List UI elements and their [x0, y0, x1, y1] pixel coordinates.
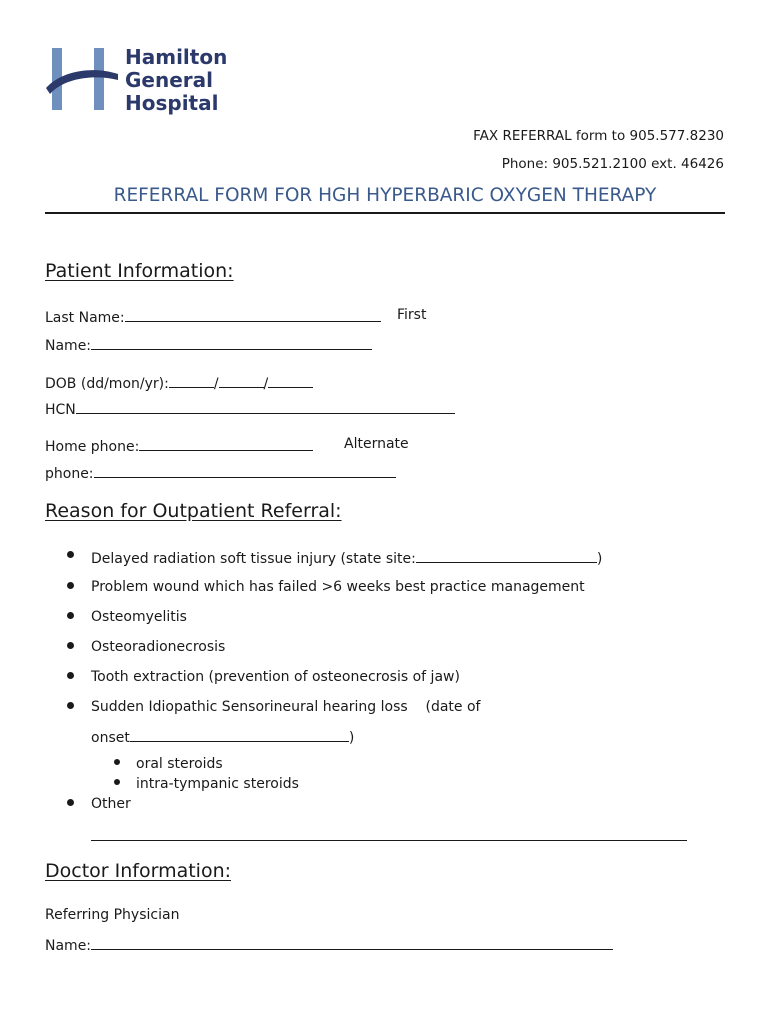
- bullet-icon: [67, 612, 74, 619]
- onset-label: onset: [91, 730, 130, 746]
- home-phone-field[interactable]: [139, 436, 313, 451]
- home-phone-row: [45, 436, 313, 455]
- logo-line-general: General: [125, 68, 213, 92]
- reason-item-wound[interactable]: Problem wound which has failed >6 weeks best practice management: [91, 579, 585, 595]
- dob-separator: /: [263, 376, 269, 392]
- bullet-icon: [67, 702, 74, 709]
- onset-row: [91, 727, 354, 746]
- dob-year-field[interactable]: [268, 373, 313, 388]
- doctor-info-heading: Doctor Information:: [45, 860, 232, 882]
- patient-info-heading: Patient Information:: [45, 260, 234, 282]
- dob-separator: /: [213, 376, 219, 392]
- last-name-field[interactable]: [125, 307, 381, 322]
- logo-line-hamilton: Hamilton: [125, 45, 228, 69]
- hcn-field[interactable]: [76, 399, 455, 414]
- dob-month-field[interactable]: [219, 373, 264, 388]
- phone-line: Phone: 905.521.2100 ext. 46426: [501, 156, 724, 172]
- state-site-field[interactable]: [416, 548, 597, 563]
- other-field[interactable]: [91, 840, 687, 841]
- bullet-icon: [114, 779, 120, 785]
- alt-phone-field[interactable]: [94, 463, 396, 478]
- phone-label: phone:: [45, 466, 94, 482]
- reason-heading: Reason for Outpatient Referral:: [45, 500, 342, 522]
- close-paren: ): [596, 551, 603, 567]
- dob-label: DOB (dd/mon/yr):: [45, 376, 169, 392]
- first-name-field[interactable]: [91, 335, 372, 350]
- dob-day-field[interactable]: [169, 373, 214, 388]
- reason-item-osteoradionecrosis[interactable]: Osteoradionecrosis: [91, 639, 226, 655]
- form-title: REFERRAL FORM FOR HGH HYPERBARIC OXYGEN THERAPY: [45, 185, 725, 214]
- reason-item-tooth-extraction[interactable]: Tooth extraction (prevention of osteonecrosis of jaw): [91, 669, 460, 685]
- bullet-icon: [67, 551, 74, 558]
- home-phone-label: Home phone:: [45, 439, 140, 455]
- alt-phone-row: [45, 463, 396, 482]
- hcn-label: HCN: [45, 402, 76, 418]
- sub-item-oral-steroids[interactable]: oral steroids: [136, 756, 223, 772]
- logo-line-hospital: Hospital: [125, 91, 219, 115]
- alternate-label: Alternate: [344, 436, 409, 452]
- dob-row: [45, 373, 313, 392]
- close-paren: ): [348, 730, 355, 746]
- first-label: First: [397, 307, 427, 323]
- fax-line: FAX REFERRAL form to 905.577.8230: [473, 128, 724, 144]
- physician-name-row: [45, 935, 613, 954]
- sub-item-intra-tympanic[interactable]: intra-tympanic steroids: [136, 776, 299, 792]
- physician-name-field[interactable]: [91, 935, 613, 950]
- bullet-icon: [67, 642, 74, 649]
- referring-physician-label: Referring Physician: [45, 907, 180, 923]
- hcn-row: [45, 399, 455, 418]
- bullet-icon: [67, 672, 74, 679]
- reason-item-radiation[interactable]: [91, 548, 602, 567]
- reason-item-other[interactable]: Other: [91, 796, 131, 812]
- reason-item-hearing-loss[interactable]: Sudden Idiopathic Sensorineural hearing loss (date of: [91, 699, 481, 715]
- bullet-icon: [67, 582, 74, 589]
- first-name-row: [45, 335, 372, 354]
- hospital-logo-mark: [44, 46, 120, 112]
- last-name-row: [45, 307, 381, 326]
- bullet-icon: [67, 799, 74, 806]
- physician-name-label: Name:: [45, 938, 92, 954]
- name-label: Name:: [45, 338, 92, 354]
- reason-item-label: Delayed radiation soft tissue injury (state site:: [91, 551, 416, 567]
- onset-date-field[interactable]: [130, 727, 349, 742]
- reason-item-osteomyelitis[interactable]: Osteomyelitis: [91, 609, 187, 625]
- bullet-icon: [114, 759, 120, 765]
- last-name-label: Last Name:: [45, 310, 125, 326]
